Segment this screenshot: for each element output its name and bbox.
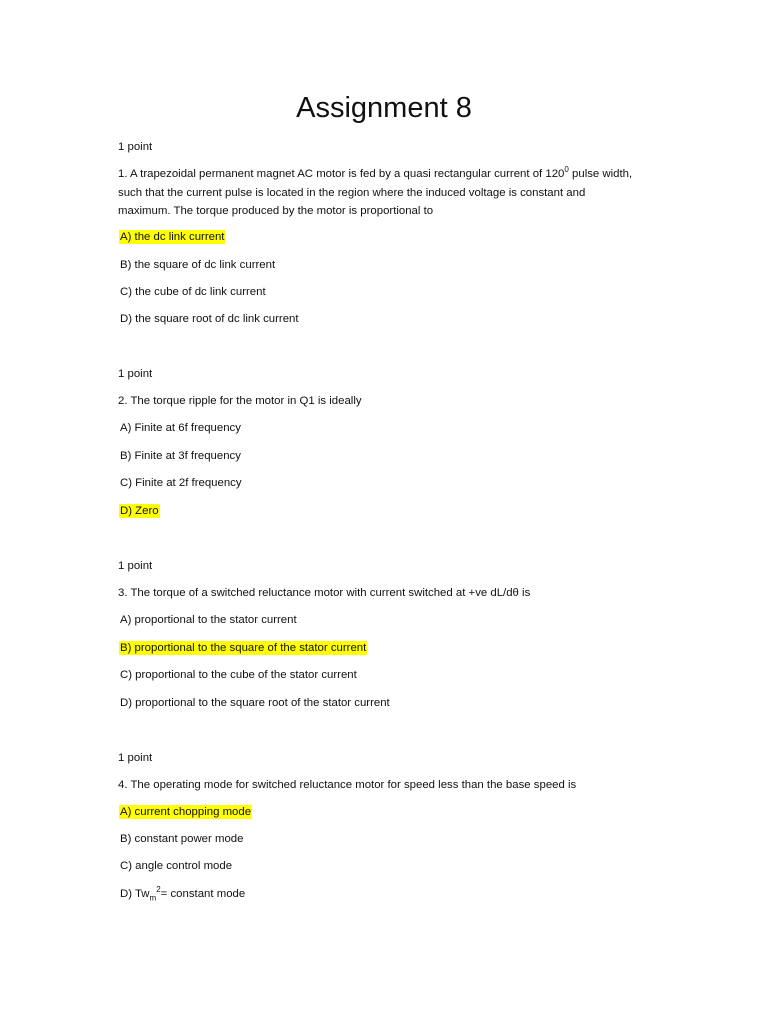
- question-4-option-c: C) angle control mode: [120, 860, 233, 872]
- page-title: Assignment 8: [296, 92, 472, 124]
- question-4-option-d-part-a: D) Tw: [120, 888, 150, 900]
- question-1-option-c: C) the cube of dc link current: [120, 286, 266, 298]
- question-4-option-b: B) constant power mode: [120, 833, 244, 845]
- question-3-option-a: A) proportional to the stator current: [120, 614, 297, 626]
- question-2-option-d: D) Zero: [120, 505, 159, 517]
- question-1-option-b: B) the square of dc link current: [120, 259, 276, 271]
- question-4-option-a: A) current chopping mode: [120, 806, 252, 818]
- question-1-stem-part-a: 1. A trapezoidal permanent magnet AC motor is fed by a quasi rectangular current of 120: [118, 168, 565, 180]
- question-4-stem: 4. The operating mode for switched reluctance motor for speed less than the base speed is: [118, 779, 577, 791]
- question-3-option-d: D) proportional to the square root of the stator current: [120, 697, 390, 709]
- question-3-points: 1 point: [118, 560, 153, 572]
- question-1-option-a: A) the dc link current: [120, 231, 225, 243]
- question-4-option-d-part-b: = constant mode: [160, 888, 246, 900]
- question-2-option-b: B) Finite at 3f frequency: [120, 450, 241, 462]
- question-4-option-d-superscript: 2: [156, 885, 161, 895]
- question-2-option-c: C) Finite at 2f frequency: [120, 477, 242, 489]
- question-2-stem: 2. The torque ripple for the motor in Q1 is ideally: [118, 395, 362, 407]
- question-1-stem: [118, 165, 638, 221]
- question-4-points: 1 point: [118, 752, 153, 764]
- question-2-option-a: A) Finite at 6f frequency: [120, 422, 241, 434]
- question-3-stem: 3. The torque of a switched reluctance motor with current switched at +ve dL/dθ is: [118, 587, 531, 599]
- question-2-points: 1 point: [118, 368, 153, 380]
- question-1-stem-part-b: pulse width, such that the current pulse is located in the region where the induced voltage is constant and maximum. The torque produced by the motor is proportional to: [118, 168, 633, 217]
- question-1-option-d: D) the square root of dc link current: [120, 313, 299, 325]
- question-3-option-c: C) proportional to the cube of the stator current: [120, 669, 357, 681]
- question-4-option-d: [120, 887, 245, 901]
- question-1-points: 1 point: [118, 141, 153, 153]
- question-4-option-d-subscript: m: [149, 893, 157, 903]
- question-3-option-b: B) proportional to the square of the stator current: [120, 642, 367, 654]
- question-1-stem-degree: 0: [564, 165, 569, 175]
